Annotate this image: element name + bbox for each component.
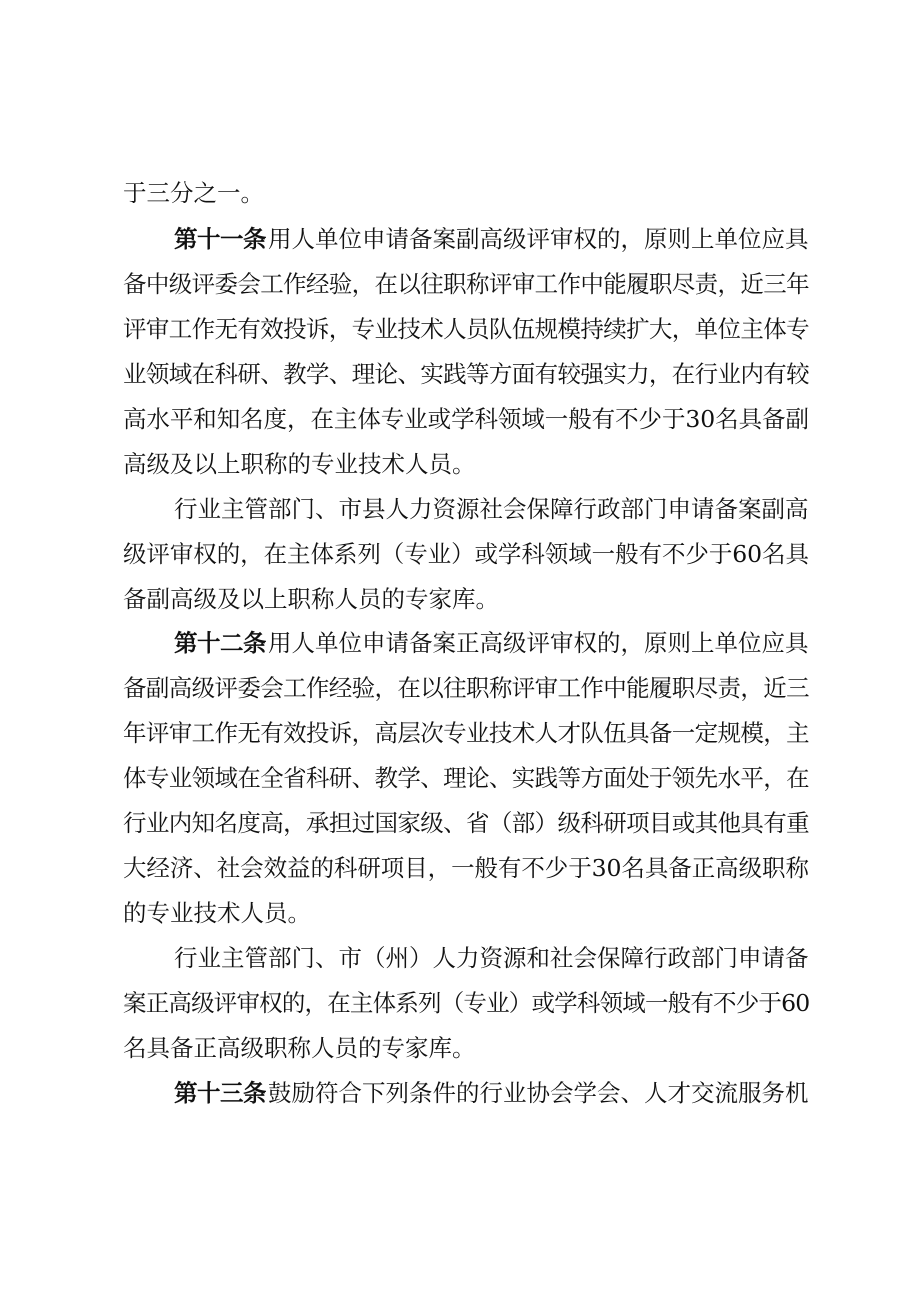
line-text: 级评审权的，在主体系列（专业）或学科领域一般有不少于60名具	[123, 540, 809, 568]
line-text: 的专业技术人员。	[123, 899, 311, 927]
paragraph-line	[0, 449, 920, 479]
article-heading: 第十一条	[174, 225, 266, 253]
paragraph-line	[0, 718, 920, 748]
line-text: 案正高级评审权的，在主体系列（专业）或学科领域一般有不少于60	[123, 989, 809, 1017]
line-text: 用人单位申请备案副高级评审权的，原则上单位应具	[268, 225, 809, 253]
paragraph-line	[0, 1033, 920, 1063]
line-text: 备中级评委会工作经验，在以往职称评审工作中能履职尽责，近三年	[123, 270, 809, 298]
line-text: 行业主管部门、市县人力资源社会保障行政部门申请备案副高	[174, 495, 809, 523]
paragraph-line	[0, 584, 920, 614]
paragraph-line	[0, 269, 920, 299]
paragraph-line	[0, 314, 920, 344]
line-text: 业领域在科研、教学、理论、实践等方面有较强实力，在行业内有较	[123, 360, 809, 388]
paragraph-line	[0, 628, 920, 658]
paragraph-line	[0, 404, 920, 434]
paragraph-line	[0, 224, 920, 254]
line-text: 体专业领域在全省科研、教学、理论、实践等方面处于领先水平，在	[123, 764, 809, 792]
paragraph-line	[0, 178, 920, 208]
paragraph-line	[0, 943, 920, 973]
article-heading: 第十三条	[174, 1079, 266, 1107]
paragraph-line	[0, 1078, 920, 1108]
article-heading: 第十二条	[174, 629, 266, 657]
paragraph-line	[0, 898, 920, 928]
paragraph-line	[0, 359, 920, 389]
line-text: 鼓励符合下列条件的行业协会学会、人才交流服务机	[268, 1079, 809, 1107]
paragraph-line	[0, 539, 920, 569]
paragraph-line	[0, 853, 920, 883]
paragraph-line	[0, 808, 920, 838]
paragraph-line	[0, 494, 920, 524]
paragraph-line	[0, 763, 920, 793]
line-text: 评审工作无有效投诉，专业技术人员队伍规模持续扩大，单位主体专	[123, 315, 809, 343]
line-text: 备副高级评委会工作经验，在以往职称评审工作中能履职尽责，近三	[123, 674, 809, 702]
line-text: 用人单位申请备案正高级评审权的，原则上单位应具	[268, 629, 809, 657]
line-text: 于三分之一。	[123, 179, 264, 207]
line-text: 高水平和知名度，在主体专业或学科领域一般有不少于30名具备副	[123, 405, 809, 433]
line-text: 行业内知名度高，承担过国家级、省（部）级科研项目或其他具有重	[123, 809, 809, 837]
line-text: 行业主管部门、市（州）人力资源和社会保障行政部门申请备	[174, 944, 809, 972]
line-text: 名具备正高级职称人员的专家库。	[123, 1034, 476, 1062]
paragraph-line	[0, 673, 920, 703]
line-text: 年评审工作无有效投诉，高层次专业技术人才队伍具备一定规模，主	[123, 719, 809, 747]
line-text: 备副高级及以上职称人员的专家库。	[123, 585, 499, 613]
line-text: 高级及以上职称的专业技术人员。	[123, 450, 476, 478]
paragraph-line	[0, 988, 920, 1018]
line-text: 大经济、社会效益的科研项目，一般有不少于30名具备正高级职称	[123, 854, 809, 882]
